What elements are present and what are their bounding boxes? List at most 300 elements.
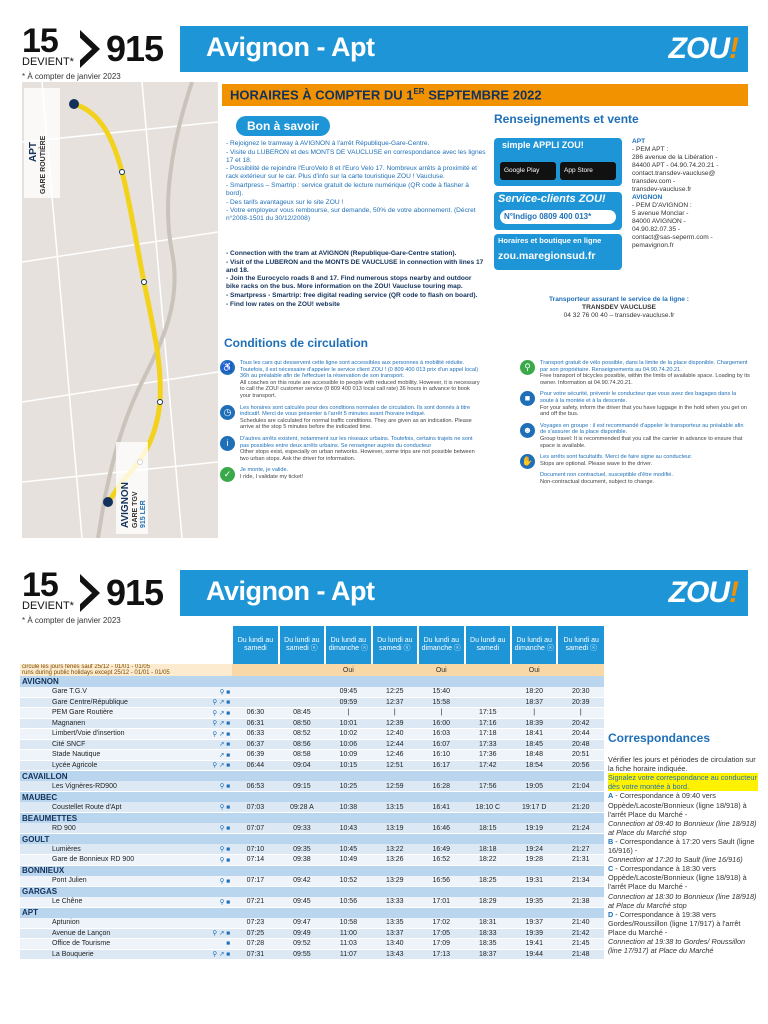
- info-item-fr: - Des tarifs avantageux sur le site ZOU !: [226, 198, 344, 206]
- time-cell: 19:19: [511, 823, 557, 834]
- holiday-value: [279, 664, 325, 676]
- time-cell: 21:40: [557, 918, 604, 929]
- holiday-note: [20, 664, 232, 676]
- old-line-number-2: 15: [22, 566, 58, 604]
- time-cell: 17:36: [465, 750, 511, 761]
- time-cell: 20:30: [557, 687, 604, 698]
- time-cell: 09:52: [279, 939, 325, 950]
- holiday-value: [465, 664, 511, 676]
- correspondance-en: Connection at 09:40 to Bonnieux (line 18/918) at Place du Marché stop: [608, 818, 757, 837]
- condition-item: [220, 360, 482, 400]
- time-cell: |: [372, 708, 418, 719]
- stop-name: PEM Gare Routière: [20, 708, 200, 719]
- correspondance-item: [608, 837, 758, 864]
- contact-line: pemavignon.fr: [632, 242, 674, 249]
- holiday-value: Oui: [511, 664, 557, 676]
- info-item-en: - Join the Eurocyclo roads 8 and 17. Find numerous stops nearby and outdoor bike racks on the bus. More information on the ZOU! Vaucluse touring map.: [226, 275, 472, 291]
- time-cell: 13:40: [372, 939, 418, 950]
- stop-name: La Bouquerie: [20, 949, 200, 960]
- time-cell: 11:00: [325, 928, 371, 939]
- time-cell: 09:49: [279, 928, 325, 939]
- line-badge-2: [20, 566, 180, 616]
- contacts-block: [632, 138, 752, 250]
- time-cell: 16:07: [418, 739, 464, 750]
- time-cell: 19:41: [511, 939, 557, 950]
- info-item-en: - Visit of the LUBERON and the MONTS DE VAUCLUSE in connection with lines 17 and 18.: [226, 258, 484, 274]
- section-name: CAVAILLON: [20, 771, 604, 782]
- time-cell: 07:10: [232, 844, 278, 855]
- holiday-row: [20, 664, 604, 676]
- condition-text-en: Non-contractual document, subject to change.: [540, 478, 655, 485]
- time-cell: 07:23: [232, 918, 278, 929]
- transporter-block: [494, 296, 744, 320]
- table-row: [20, 718, 604, 729]
- time-cell: 09:15: [279, 781, 325, 792]
- contact-line: - PEM APT :: [632, 146, 669, 153]
- time-cell: 13:22: [372, 844, 418, 855]
- transporter-head: Transporteur assurant le service de la ligne :: [549, 296, 689, 303]
- time-cell: 09:59: [325, 697, 371, 708]
- table-row: [20, 781, 604, 792]
- time-cell: 07:07: [232, 823, 278, 834]
- holiday-value: [372, 664, 418, 676]
- correspondance-fr: - Correspondance à 18:30 vers Oppède/Lacoste/Bonnieux (ligne 18/918) à l'arrêt Place du Marché -: [608, 864, 747, 892]
- contact-line: transdev.com -: [632, 178, 676, 185]
- condition-item: [520, 360, 750, 386]
- stop-name: Cité SNCF: [20, 739, 200, 750]
- contact-line: contact@sas-seperm.com -: [632, 234, 713, 241]
- stop-name: Le Chêne: [20, 897, 200, 908]
- devient-label-2: DEVIENT*: [22, 600, 74, 612]
- time-cell: 18:15: [465, 823, 511, 834]
- correspondance-item: [608, 910, 758, 955]
- holiday-value: [557, 664, 604, 676]
- condition-text-fr: Tous les cars qui desservent cette ligne sont accessibles aux personnes à mobilité réduite. Toutefois, il est nécessaire d'appeler le service client ZOU ! (0 809 400 013 prix d'un appel local) 36h au préalable afin de l'effectuer la réservation de son transport.: [240, 360, 479, 380]
- time-cell: 21:27: [557, 844, 604, 855]
- time-cell: |: [418, 708, 464, 719]
- time-cell: 06:30: [232, 708, 278, 719]
- table-row: [20, 823, 604, 834]
- arrow-right-icon: [80, 30, 100, 68]
- time-cell: 18:25: [465, 876, 511, 887]
- timetable-header-bar: [20, 566, 748, 616]
- table-row: [20, 855, 604, 866]
- time-cell: 19:17 D: [511, 802, 557, 813]
- stop-name: Office de Tourisme: [20, 939, 200, 950]
- table-row: [20, 697, 604, 708]
- time-cell: 21:45: [557, 939, 604, 950]
- correspondances-title: Correspondances: [608, 731, 711, 745]
- table-row: [20, 802, 604, 813]
- time-cell: 08:56: [279, 739, 325, 750]
- stop-icons: ↗ ■: [200, 739, 232, 750]
- time-cell: 17:02: [418, 918, 464, 929]
- time-cell: |: [511, 708, 557, 719]
- time-cell: 21:31: [557, 855, 604, 866]
- column-header: Du lundi au samedi ⓢ: [372, 626, 418, 664]
- stop-name: Limbert/Voie d'insertion: [20, 729, 200, 740]
- time-cell: 17:01: [418, 897, 464, 908]
- time-cell: 07:03: [232, 802, 278, 813]
- time-cell: 19:24: [511, 844, 557, 855]
- time-cell: 09:33: [279, 823, 325, 834]
- time-cell: 09:28 A: [279, 802, 325, 813]
- section-row: [20, 886, 604, 897]
- correspondance-en: Connection at 17:20 to Sault (line 16/916): [608, 855, 743, 865]
- time-cell: 19:37: [511, 918, 557, 929]
- time-cell: 07:17: [232, 876, 278, 887]
- info-item-fr: - Rejoignez le tramway à AVIGNON à l'arrêt République-Gare-Centre.: [226, 140, 430, 147]
- stop-icons: ⚲ ■: [200, 781, 232, 792]
- correspondance-key: D: [608, 909, 614, 919]
- stop-name: Gare T.G.V: [20, 687, 200, 698]
- time-cell: 18:48: [511, 750, 557, 761]
- time-cell: 19:28: [511, 855, 557, 866]
- time-cell: 06:31: [232, 718, 278, 729]
- stop-name: Les Vignères-RD900: [20, 781, 200, 792]
- condition-text-fr: Je monte, je valide.: [240, 467, 289, 474]
- hand-icon: ✋: [520, 454, 535, 469]
- conditions-right: [520, 360, 750, 491]
- time-cell: 07:28: [232, 939, 278, 950]
- time-cell: 09:55: [279, 949, 325, 960]
- condition-text-fr: Document non contractuel, susceptible d'être modifié.: [540, 472, 673, 479]
- time-cell: 06:33: [232, 729, 278, 740]
- correspondances-list: [608, 791, 758, 955]
- time-cell: 10:58: [325, 918, 371, 929]
- time-cell: 19:39: [511, 928, 557, 939]
- time-cell: 18:39: [511, 718, 557, 729]
- stop-name: Avenue de Lançon: [20, 928, 200, 939]
- time-cell: 12:37: [372, 697, 418, 708]
- info-list-en: [226, 250, 486, 309]
- table-row: [20, 739, 604, 750]
- time-cell: 19:31: [511, 876, 557, 887]
- time-cell: 19:44: [511, 949, 557, 960]
- time-cell: 21:34: [557, 876, 604, 887]
- condition-text-en: I ride, I validate my ticket!: [240, 473, 304, 480]
- time-cell: 15:40: [418, 687, 464, 698]
- table-row: [20, 844, 604, 855]
- contact-apt-lines: [632, 146, 752, 194]
- map-stop-apt-sub: GARE ROUTIÈRE: [40, 135, 47, 194]
- old-line-number: 15: [22, 22, 58, 60]
- luggage-icon: ■: [520, 391, 535, 406]
- time-cell: 16:28: [418, 781, 464, 792]
- condition-item: [520, 423, 750, 449]
- time-cell: 06:53: [232, 781, 278, 792]
- correspondances-panel: [608, 731, 758, 956]
- web-banner[interactable]: [494, 234, 622, 270]
- time-cell: 18:54: [511, 760, 557, 771]
- stop-name: Coustellet Route d'Apt: [20, 802, 200, 813]
- time-cell: [279, 697, 325, 708]
- column-header: Du lundi au dimanche ⓢ: [325, 626, 371, 664]
- section-row: [20, 907, 604, 918]
- holiday-value: Oui: [418, 664, 464, 676]
- time-cell: 12:51: [372, 760, 418, 771]
- time-cell: 17:05: [418, 928, 464, 939]
- holiday-note-en: runs during public holidays except 25/12 - 01/01 - 01/05: [22, 670, 170, 676]
- stop-icons: ⚲ ■: [200, 802, 232, 813]
- contact-line: - PEM D'AVIGNON :: [632, 202, 692, 209]
- time-cell: 17:18: [465, 729, 511, 740]
- column-header: Du lundi au dimanche ⓢ: [511, 626, 557, 664]
- condition-item: [520, 472, 750, 485]
- time-cell: 17:16: [465, 718, 511, 729]
- time-cell: 09:35: [279, 844, 325, 855]
- time-cell: 13:43: [372, 949, 418, 960]
- map-stop-avignon-lines: 915 LER: [140, 500, 147, 528]
- stop-icons: ⚲ ↗ ■: [200, 697, 232, 708]
- arrow-right-icon-2: [80, 574, 100, 612]
- time-cell: 16:46: [418, 823, 464, 834]
- contact-avignon-lines: [632, 202, 752, 250]
- stop-icons: ⚲ ↗ ■: [200, 729, 232, 740]
- time-cell: 16:52: [418, 855, 464, 866]
- condition-text-en: All coaches on this route are accessible to people with reduced mobility. However, it is necessary to call the ZOU! customer service (0 809 400 013 local call rate) 36 hours in advance to book your transport.: [240, 379, 480, 399]
- time-cell: 06:44: [232, 760, 278, 771]
- time-cell: [465, 697, 511, 708]
- table-row: [20, 750, 604, 761]
- time-cell: 18:37: [511, 697, 557, 708]
- time-cell: 18:45: [511, 739, 557, 750]
- time-cell: 16:56: [418, 876, 464, 887]
- time-cell: 10:38: [325, 802, 371, 813]
- correspondance-fr: - Correspondance à 19:38 vers Gordes/Roussillon (ligne 17/917) à l'arrêt Place du Marché -: [608, 909, 741, 937]
- time-cell: 09:45: [325, 687, 371, 698]
- condition-text-en: For your safety, inform the driver that you have luggage in the hold when you get on and off the bus.: [540, 404, 747, 418]
- schedule-title: HORAIRES À COMPTER DU 1ER SEPTEMBRE 2022: [222, 84, 748, 106]
- table-row: [20, 949, 604, 960]
- time-cell: 17:42: [465, 760, 511, 771]
- map-stop-avignon-sub: GARE TGV: [132, 491, 139, 528]
- info-list-fr: [226, 140, 486, 224]
- time-cell: 16:03: [418, 729, 464, 740]
- time-cell: 18:18: [465, 844, 511, 855]
- condition-text-fr: Voyages en groupe : il est recommandé d'appeler le transporteur au préalable afin de s'assurer de la place disponible.: [540, 422, 744, 436]
- stop-name: RD 900: [20, 823, 200, 834]
- service-client-banner[interactable]: [494, 192, 622, 230]
- time-cell: 08:52: [279, 729, 325, 740]
- stop-icons: ⚲ ■: [200, 823, 232, 834]
- time-cell: [465, 687, 511, 698]
- bike-icon: ⚲: [520, 360, 535, 375]
- zou-logo: ZOU!: [668, 32, 738, 65]
- time-cell: 09:04: [279, 760, 325, 771]
- correspondance-key: B: [608, 836, 614, 846]
- section-name: APT: [20, 907, 604, 918]
- time-cell: |: [557, 708, 604, 719]
- section-name: MAUBEC: [20, 792, 604, 803]
- time-cell: 12:25: [372, 687, 418, 698]
- time-cell: |: [325, 708, 371, 719]
- time-cell: 06:39: [232, 750, 278, 761]
- condition-item: [520, 454, 750, 467]
- stop-icons: ⚲ ■: [200, 844, 232, 855]
- table-row: [20, 918, 604, 929]
- condition-text-en: Schedules are calculated for normal traffic conditions. They are given as an indication. Please arrive at the stop 5 minutes before the indicated time.: [240, 417, 472, 431]
- stop-icons: ⚲ ■: [200, 687, 232, 698]
- condition-item: [520, 391, 750, 417]
- time-cell: 18:33: [465, 928, 511, 939]
- time-cell: 12:40: [372, 729, 418, 740]
- stop-icons: [200, 918, 232, 929]
- stop-icons: ⚲ ↗ ■: [200, 949, 232, 960]
- section-name: BEAUMETTES: [20, 813, 604, 824]
- conditions-title: Conditions de circulation: [224, 336, 369, 350]
- time-cell: [232, 687, 278, 698]
- stop-name: Magnanen: [20, 718, 200, 729]
- time-cell: 18:29: [465, 897, 511, 908]
- time-cell: 20:39: [557, 697, 604, 708]
- service-number[interactable]: N°Indigo 0809 400 013*: [500, 210, 616, 224]
- info-item-en: - Connection with the tram at AVIGNON (Republique-Gare-Centre station).: [226, 250, 457, 257]
- info-item-fr: - Possibilité de rejoindre l'EuroVelo 8 et l'Euro Velo 17. Nombreux arrêts à proximité et rack extérieur sur le car. Plus d'info sur la carte touristique ZOU ! Vaucluse.: [226, 165, 478, 181]
- time-cell: 21:20: [557, 802, 604, 813]
- section-name: AVIGNON: [20, 676, 604, 687]
- holiday-note-fr: circule les jours fériés sauf 25/12 - 01/01 - 01/05: [22, 664, 151, 670]
- time-cell: 10:15: [325, 760, 371, 771]
- stop-icons: ⚲ ■: [200, 855, 232, 866]
- condition-text-fr: Transport gratuit de vélo possible, dans la limite de la place disponible. Chargement par son propriétaire. Renseignements au 04.90.74.20.21.: [540, 360, 748, 373]
- stop-icons: ⚲ ■: [200, 897, 232, 908]
- time-cell: 20:48: [557, 739, 604, 750]
- time-cell: 10:52: [325, 876, 371, 887]
- time-cell: 21:24: [557, 823, 604, 834]
- time-cell: 20:56: [557, 760, 604, 771]
- table-row: [20, 760, 604, 771]
- correspondance-item: [608, 791, 758, 836]
- time-cell: [232, 697, 278, 708]
- contact-line: 04.90.82.07.35 -: [632, 226, 681, 233]
- correspondance-key: C: [608, 864, 614, 874]
- info-item-en: - Find low rates on the ZOU! website: [226, 300, 340, 308]
- date-note: * À compter de janvier 2023: [22, 72, 121, 81]
- contact-line: 286 avenue de la Libération -: [632, 154, 718, 161]
- time-cell: [279, 687, 325, 698]
- time-cell: 13:35: [372, 918, 418, 929]
- table-row: [20, 708, 604, 719]
- correspondance-en: Connection at 19:38 to Gordes/ Roussillon (line 17/917) at Place du Marché: [608, 936, 746, 956]
- correspondance-fr: - Correspondance à 17:20 vers Sault (ligne 16/916) -: [608, 836, 755, 856]
- header-blank: [20, 626, 200, 664]
- column-header: Du lundi au dimanche ⓢ: [418, 626, 464, 664]
- stop-name: Gare Centre/République: [20, 697, 200, 708]
- app-store-button[interactable]: App Store: [560, 162, 616, 180]
- stop-icons: ⚲ ↗ ■: [200, 928, 232, 939]
- stop-icons: ↗ ■: [200, 750, 232, 761]
- time-cell: 10:02: [325, 729, 371, 740]
- time-cell: 16:17: [418, 760, 464, 771]
- contact-city-apt: APT: [632, 138, 646, 145]
- time-cell: 10:45: [325, 844, 371, 855]
- stop-name: Aptunion: [20, 918, 200, 929]
- time-cell: 18:31: [465, 918, 511, 929]
- time-cell: 18:22: [465, 855, 511, 866]
- time-cell: 09:47: [279, 918, 325, 929]
- map-stop-apt: APT: [28, 142, 39, 162]
- ticket-icon: ✓: [220, 467, 235, 482]
- web-url-link[interactable]: zou.maregionsud.fr: [498, 250, 596, 262]
- time-cell: 08:58: [279, 750, 325, 761]
- time-cell: 11:03: [325, 939, 371, 950]
- contact-line: 5 avenue Monclar -: [632, 210, 689, 217]
- time-cell: 16:00: [418, 718, 464, 729]
- stop-icons: ⚲ ↗ ■: [200, 708, 232, 719]
- table-row: [20, 939, 604, 950]
- time-cell: 21:48: [557, 949, 604, 960]
- time-cell: 21:04: [557, 781, 604, 792]
- sales-title: Renseignements et vente: [494, 112, 639, 126]
- time-cell: 07:25: [232, 928, 278, 939]
- top-header-bar: [20, 22, 748, 72]
- time-cell: 16:41: [418, 802, 464, 813]
- time-cell: 12:46: [372, 750, 418, 761]
- map-stop-avignon: AVIGNON: [120, 482, 131, 528]
- time-cell: 08:45: [279, 708, 325, 719]
- condition-text-en: Stops are optional. Please wave to the driver.: [540, 460, 653, 467]
- time-cell: 07:31: [232, 949, 278, 960]
- section-row: [20, 865, 604, 876]
- time-cell: 17:33: [465, 739, 511, 750]
- time-cell: 17:56: [465, 781, 511, 792]
- time-cell: 18:41: [511, 729, 557, 740]
- time-cell: 08:50: [279, 718, 325, 729]
- time-cell: 21:42: [557, 928, 604, 939]
- time-cell: 20:44: [557, 729, 604, 740]
- column-header: Du lundi au samedi: [232, 626, 278, 664]
- clock-icon: ◷: [220, 405, 235, 420]
- section-name: GARGAS: [20, 886, 604, 897]
- time-cell: 16:49: [418, 844, 464, 855]
- info-item-fr: - Smartpress – Smartrip : service gratuit de lecture numérique (QR code à flasher à bord).: [226, 181, 469, 198]
- stop-icons: ⚲ ↗ ■: [200, 718, 232, 729]
- time-cell: 07:14: [232, 855, 278, 866]
- holiday-value: Oui: [325, 664, 371, 676]
- time-cell: 17:15: [465, 708, 511, 719]
- contact-line: 84000 AVIGNON -: [632, 218, 686, 225]
- time-cell: 17:13: [418, 949, 464, 960]
- app-banner[interactable]: [494, 138, 622, 186]
- wheelchair-icon: ♿: [220, 360, 235, 375]
- contact-city-avignon: AVIGNON: [632, 194, 663, 201]
- contact-line: 84400 APT - 04.90.74.20.21 -: [632, 162, 719, 169]
- time-cell: 15:58: [418, 697, 464, 708]
- time-cell: 11:07: [325, 949, 371, 960]
- time-cell: 21:38: [557, 897, 604, 908]
- stop-icons: ⚲ ■: [200, 876, 232, 887]
- section-name: BONNIEUX: [20, 865, 604, 876]
- transporter-contact: 04 32 76 00 40 – transdev-vaucluse.fr: [563, 312, 675, 319]
- devient-label: DEVIENT*: [22, 56, 74, 68]
- stop-name: Lycée Agricole: [20, 760, 200, 771]
- zou-logo-2: ZOU!: [668, 576, 738, 609]
- map-graphic: [22, 82, 218, 538]
- time-cell: 17:09: [418, 939, 464, 950]
- route-title-2: Avignon - Apt: [206, 576, 375, 606]
- time-cell: 07:21: [232, 897, 278, 908]
- column-header: Du lundi au samedi: [465, 626, 511, 664]
- date-note-2: * À compter de janvier 2023: [22, 616, 121, 625]
- time-cell: 18:35: [465, 939, 511, 950]
- condition-item: [220, 436, 482, 462]
- time-cell: 18:10 C: [465, 802, 511, 813]
- correspondance-key: A: [608, 791, 614, 801]
- google-play-button[interactable]: Google Play: [500, 162, 556, 180]
- stop-icons: ⚲ ↗ ■: [200, 760, 232, 771]
- time-cell: 10:06: [325, 739, 371, 750]
